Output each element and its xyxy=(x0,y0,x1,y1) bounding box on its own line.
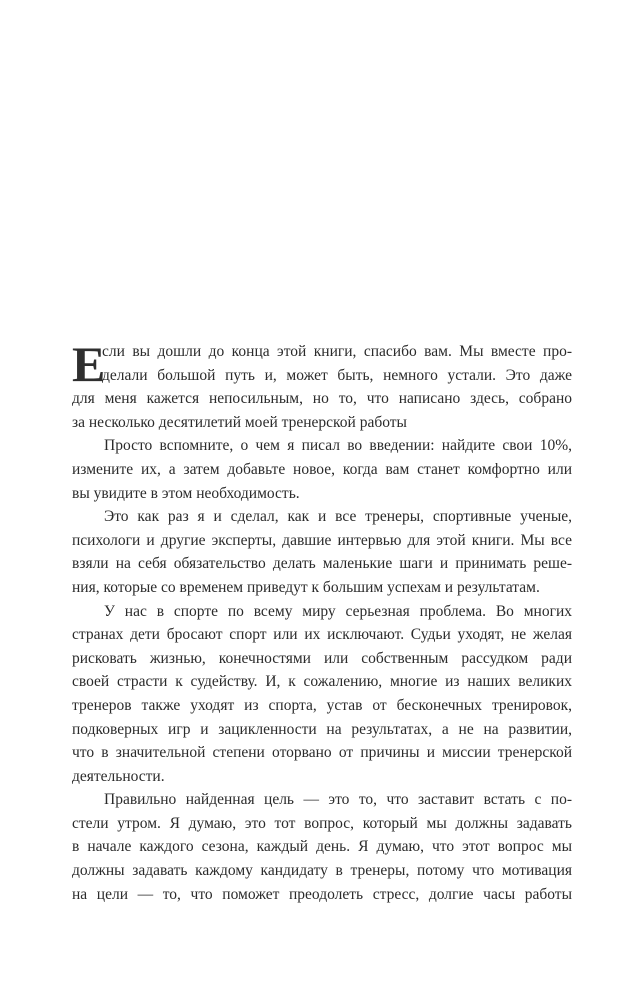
text-line: Правильно найденная цель — это то, что заставит встать с по- xyxy=(104,791,572,809)
text-line: взяли на себя обязательство делать маленькие шаги и принимать реше- xyxy=(72,555,572,573)
text-line: психологи и другие эксперты, давшие интервью для этой книги. Мы все xyxy=(72,531,572,549)
paragraph xyxy=(72,336,572,434)
text-line: ния, которые со временем приведут к большим успехам и результатам. xyxy=(72,578,540,596)
paragraph xyxy=(72,600,572,789)
text-line: тренеров также уходят из спорта, устав от бесконечных тренировок, xyxy=(72,696,572,714)
text-line: подковерных игр и зацикленности на результатах, а не на развитии, xyxy=(72,720,572,738)
text-line: за несколько десятилетий моей тренерской работы xyxy=(72,413,407,431)
paragraph xyxy=(72,434,572,505)
text-line: в начале каждого сезона, каждый день. Я думаю, что этот вопрос мы xyxy=(72,838,572,856)
drop-cap: Е xyxy=(72,336,106,392)
text-line: для меня кажется непосильным, но то, что написано здесь, собрано xyxy=(72,390,572,408)
text-line: сли вы дошли до конца этой книги, спасибо вам. Мы вместе про- xyxy=(102,343,572,360)
paragraph xyxy=(72,788,572,906)
text-line: измените их, а затем добавьте новое, когда вам станет комфортно или xyxy=(72,460,572,478)
text-line: Просто вспомните, о чем я писал во введении: найдите свои 10%, xyxy=(104,437,572,455)
text-line: делали большой путь и, может быть, немного устали. Это даже xyxy=(102,366,572,384)
text-line: что в значительной степени оторвано от причины и миссии тренерской xyxy=(72,744,572,762)
paragraph xyxy=(72,505,572,599)
text-line: своей страсти к судейству. И, к сожалению, многие из наших великих xyxy=(72,673,572,691)
text-line: вы увидите в этом необходимость. xyxy=(72,484,300,502)
text-line: стели утром. Я думаю, это тот вопрос, который мы должны задавать xyxy=(72,814,572,832)
text-line: деятельности. xyxy=(72,767,165,785)
text-line: рисковать жизнью, конечностями или собственным рассудком ради xyxy=(72,649,572,667)
text-line: должны задавать каждому кандидату в тренеры, потому что мотивация xyxy=(72,862,572,880)
text-line: странах дети бросают спорт или их исключают. Судьи уходят, не желая xyxy=(72,626,572,644)
text-line: У нас в спорте по всему миру серьезная проблема. Во многих xyxy=(104,602,572,620)
text-line: Это как раз я и сделал, как и все тренеры, спортивные ученые, xyxy=(104,508,572,526)
text-line: на цели — то, что поможет преодолеть стресс, долгие часы работы xyxy=(72,885,572,903)
page-body xyxy=(72,336,572,906)
